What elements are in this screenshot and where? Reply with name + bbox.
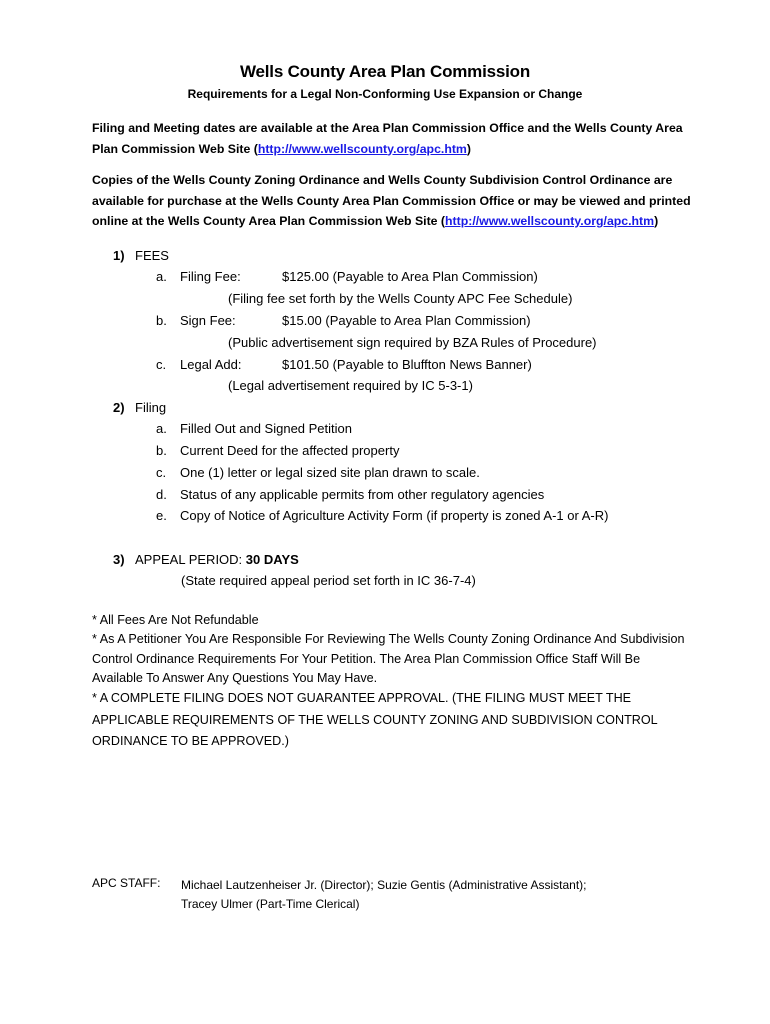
intro-copies-text: Copies of the Wells County Zoning Ordinance and Wells County Subdivision Control Ordinance are available for purchase at the Wells County Area Plan Commission Office or may be viewed and printed online at the Wells County Area Plan Commission Web Site ( — [92, 173, 691, 228]
fee-item-filing — [156, 266, 241, 288]
filing-letter: c. — [156, 465, 167, 480]
filing-item — [156, 484, 544, 506]
fee-amount-sign: $15.00 (Payable to Area Plan Commission) — [282, 313, 531, 328]
appeal-number: 3) — [113, 552, 125, 567]
staff-names — [181, 876, 721, 913]
fee-note-legal: (Legal advertisement required by IC 5-3-1) — [228, 378, 473, 393]
fees-heading — [113, 245, 169, 267]
filing-letter: a. — [156, 421, 167, 436]
staff-line-1: Michael Lautzenheiser Jr. (Director); Suzie Gentis (Administrative Assistant); — [181, 878, 587, 892]
filing-text: Filled Out and Signed Petition — [180, 421, 352, 436]
fee-label: Legal Add: — [180, 357, 242, 372]
apc-website-link[interactable]: http://www.wellscounty.org/apc.htm — [257, 141, 467, 156]
fee-item-sign — [156, 310, 236, 332]
filing-text: Status of any applicable permits from other regulatory agencies — [180, 487, 545, 502]
fees-number: 1) — [113, 248, 125, 263]
filing-item — [156, 418, 352, 440]
appeal-heading — [113, 549, 299, 571]
fee-letter: a. — [156, 269, 167, 284]
intro-dates-end: ) — [466, 141, 471, 156]
intro-paragraph-dates — [92, 118, 702, 159]
filing-item — [156, 440, 399, 462]
fee-amount-legal: $101.50 (Payable to Bluffton News Banner) — [282, 357, 532, 372]
staff-label: APC STAFF: — [92, 876, 161, 890]
appeal-note: (State required appeal period set forth in IC 36-7-4) — [181, 573, 476, 588]
page-subtitle: Requirements for a Legal Non-Conforming Use Expansion or Change — [187, 87, 583, 101]
staff-line-2: Tracey Ulmer (Part-Time Clerical) — [181, 896, 360, 911]
filing-heading — [113, 397, 166, 419]
appeal-heading-label: APPEAL PERIOD: — [135, 552, 243, 567]
filing-number: 2) — [113, 400, 125, 415]
filing-item — [156, 505, 608, 527]
note-approval: * A COMPLETE FILING DOES NOT GUARANTEE APPROVAL. (THE FILING MUST MEET THE APPLICABLE REQUIREMENTS OF THE WELLS COUNTY ZONING AND SUBDIVISION CONTROL ORDINANCE TO BE APPROVED.) — [92, 691, 658, 748]
note-refund: * All Fees Are Not Refundable — [92, 613, 259, 627]
fee-label: Sign Fee: — [180, 313, 236, 328]
filing-item — [156, 462, 480, 484]
filing-letter: d. — [156, 487, 167, 502]
fee-label: Filing Fee: — [180, 269, 241, 284]
filing-heading-label: Filing — [135, 400, 167, 415]
filing-text: Current Deed for the affected property — [180, 443, 400, 458]
fee-note-filing: (Filing fee set forth by the Wells County APC Fee Schedule) — [228, 291, 573, 306]
filing-letter: e. — [156, 508, 167, 523]
fees-heading-label: FEES — [135, 248, 169, 263]
note-responsibility: * As A Petitioner You Are Responsible For Reviewing The Wells County Zoning Ordinance And Subdivision Control Ordinance Requirements For Your Petition. The Area Plan Commission Office Staff Will Be Available To Answer Any Questions You May Have. — [92, 632, 685, 685]
fee-letter: c. — [156, 357, 167, 372]
filing-text: Copy of Notice of Agriculture Activity Form (if property is zoned A-1 or A-R) — [180, 508, 609, 523]
apc-website-link-2[interactable]: http://www.wellscounty.org/apc.htm — [445, 214, 655, 228]
fee-note-sign: (Public advertisement sign required by BZA Rules of Procedure) — [228, 335, 597, 350]
fee-item-legal — [156, 354, 241, 376]
intro-copies-end: ) — [654, 214, 659, 228]
page-title: Wells County Area Plan Commission — [239, 62, 531, 81]
appeal-days: 30 DAYS — [245, 552, 299, 567]
filing-letter: b. — [156, 443, 167, 458]
intro-paragraph-copies — [92, 170, 702, 232]
fee-amount-filing: $125.00 (Payable to Area Plan Commission) — [282, 269, 538, 284]
intro-dates-text: Filing and Meeting dates are available at the Area Plan Commission Office and the Wells County Area Plan Commission Web Site ( — [92, 121, 683, 156]
filing-text: One (1) letter or legal sized site plan drawn to scale. — [180, 465, 480, 480]
fee-letter: b. — [156, 313, 167, 328]
